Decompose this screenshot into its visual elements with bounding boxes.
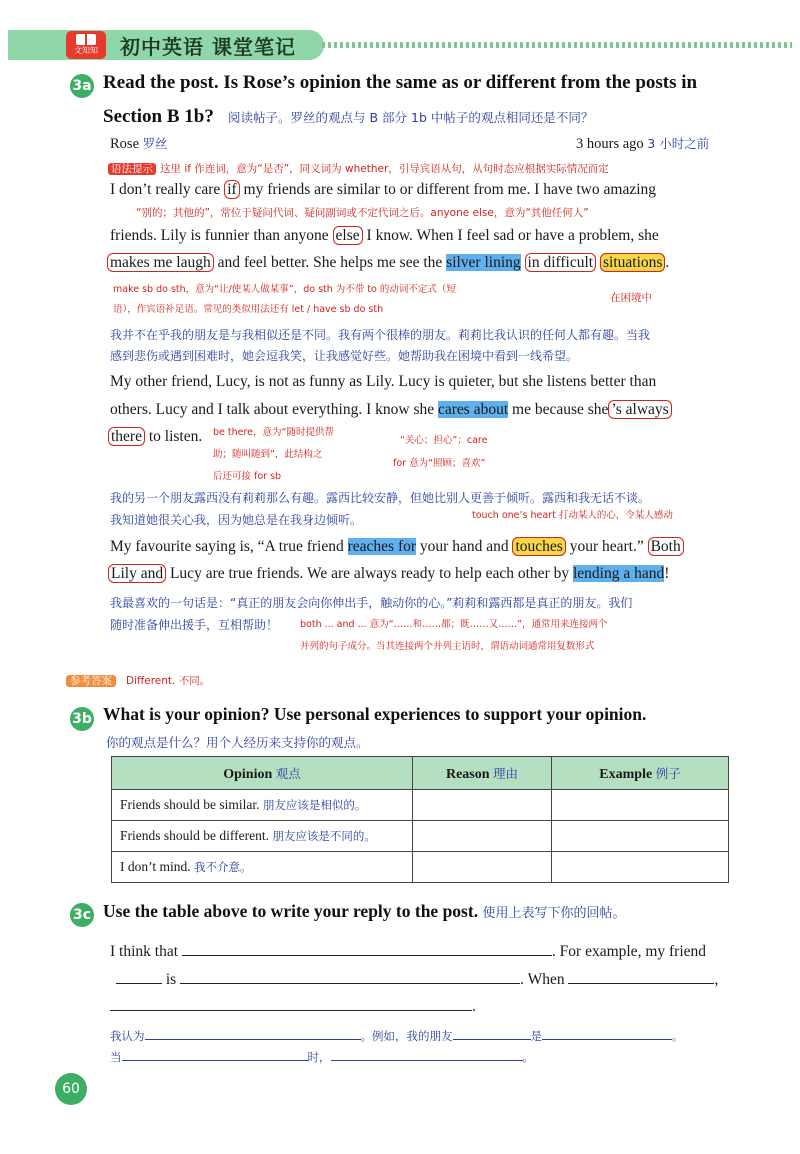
note-bethere-2: 助；随叫随到”，此结构之 bbox=[213, 449, 323, 460]
blank-zh-friend[interactable] bbox=[453, 1027, 531, 1040]
p2-line2: others. Lucy and I talk about everything. I know she cares about me because she ’s always bbox=[110, 401, 672, 419]
note-care-1: “关心；担心”；care bbox=[400, 435, 488, 446]
reply-line3: . bbox=[110, 996, 476, 1016]
trans-p1-1: 我并不在乎我的朋友是与我相似还是不同。我有两个很棒的朋友。莉莉比我认识的任何人都有趣。当我 bbox=[110, 328, 651, 342]
q3b-title: What is your opinion? Use personal experiences to support your opinion. bbox=[103, 704, 647, 724]
blank-zh-result[interactable] bbox=[331, 1048, 523, 1061]
p2-line3: there to listen. bbox=[108, 428, 202, 446]
q3a-title-line2: Section B 1b? bbox=[103, 106, 214, 127]
reason-cell[interactable] bbox=[413, 821, 552, 852]
post-author: Rose 罗丝 bbox=[110, 136, 168, 152]
q3a-title-zh: 阅读帖子。罗丝的观点与 B 部分 1b 中帖子的观点相同还是不同？ bbox=[228, 110, 594, 125]
badge-3b: 3b bbox=[70, 707, 94, 731]
trans-p1-2: 感到悲伤或遇到困难时，她会逗我笑，让我感觉好些。她帮助我在困境中看到一线希望。 bbox=[110, 349, 579, 363]
badge-3a: 3a bbox=[70, 74, 94, 98]
table-row bbox=[112, 852, 729, 883]
q3b-title-zh: 你的观点是什么？用个人经历来支持你的观点。 bbox=[106, 735, 369, 750]
blank-when[interactable] bbox=[568, 969, 714, 984]
blank-opinion[interactable] bbox=[182, 941, 552, 956]
note-if: 语法提示 这里 if 作连词，意为“是否”，同义词为 whether，引导宾语从句，从句时态应根据实际情况而定 bbox=[108, 159, 609, 177]
reply-zh-line1: 我认为 。例如，我的朋友 是 。 bbox=[110, 1029, 684, 1043]
table-row bbox=[112, 790, 729, 821]
page-number: 60 bbox=[55, 1073, 87, 1105]
post-time: 3 hours ago 3 小时之前 bbox=[576, 136, 710, 152]
note-care-2: for 意为“照顾；喜欢” bbox=[393, 458, 486, 469]
example-cell[interactable] bbox=[552, 790, 729, 821]
blank-zh-opinion[interactable] bbox=[145, 1027, 361, 1040]
note-bethere-3: 后还可接 for sb bbox=[213, 471, 282, 482]
note-situation: 在困境中 bbox=[610, 292, 652, 304]
reply-line2: is . When , bbox=[116, 969, 718, 989]
badge-3c: 3c bbox=[70, 903, 94, 927]
answer-tag: 参考答案 bbox=[66, 675, 116, 687]
answer-text: Different. 不同。 bbox=[126, 675, 211, 687]
header-title: 初中英语 课堂笔记 bbox=[120, 35, 296, 59]
p2-line1: My other friend, Lucy, is not as funny as Lily. Lucy is quieter, but she listens better than bbox=[110, 373, 657, 390]
reason-cell[interactable] bbox=[413, 790, 552, 821]
trans-p3-1: 我最喜欢的一句话是：“真正的朋友会向你伸出手，触动你的心。”莉莉和露西都是真正的朋友。我们 bbox=[110, 596, 633, 610]
reply-zh-line2: 当 时， 。 bbox=[110, 1050, 534, 1064]
p1-line1: I don’t really care if my friends are similar to or different from me. I have two amazing bbox=[110, 181, 657, 198]
table-header-row bbox=[112, 757, 729, 790]
p1-line3: makes me laugh and feel better. She helps me see the silver lining in difficult situations . bbox=[107, 254, 669, 272]
blank-zh-when[interactable] bbox=[122, 1048, 308, 1061]
trans-p2-1: 我的另一个朋友露西没有莉莉那么有趣。露西比较安静，但她比别人更善于倾听。露西和我无话不谈。 bbox=[110, 491, 651, 505]
header-reason: Reason 理由 bbox=[413, 757, 552, 790]
q3c-title: Use the table above to write your reply to the post. 使用上表写下你的回帖。 bbox=[103, 901, 626, 921]
note-both-2: 并列的句子成分。当其连接两个并列主语时，谓语动词通常用复数形式 bbox=[300, 641, 595, 652]
blank-friend[interactable] bbox=[116, 969, 162, 984]
p3-line2: Lily and Lucy are true friends. We are always ready to help each other by lending a hand! bbox=[108, 565, 669, 583]
opinion-cell: I don’t mind. 我不介意。 bbox=[112, 852, 413, 883]
example-cell[interactable] bbox=[552, 852, 729, 883]
table-row bbox=[112, 821, 729, 852]
blank-description[interactable] bbox=[180, 969, 520, 984]
answer-line bbox=[66, 671, 210, 689]
note-else: “别的；其他的”，常位于疑问代词、疑问副词或不定代词之后。anyone else，意为“其他任何人” bbox=[136, 207, 589, 219]
note-both-1: both ... and ... 意为“……和……都；既……又……”，通常用来连接两个 bbox=[300, 619, 608, 630]
header-divider bbox=[322, 42, 792, 48]
note-bethere-1: be there，意为“随时提供帮 bbox=[213, 427, 334, 438]
q3a-title-line1: Read the post. Is Rose’s opinion the same as or different from the posts in bbox=[103, 72, 698, 93]
trans-p3-2: 随时准备伸出援手，互相帮助！ bbox=[110, 618, 279, 632]
note-touch: touch one’s heart 打动某人的心，令某人感动 bbox=[472, 510, 673, 521]
blank-result[interactable] bbox=[110, 996, 472, 1011]
book-logo-icon: 文知知 bbox=[66, 31, 106, 59]
grammar-tag: 语法提示 bbox=[108, 163, 156, 175]
opinion-table bbox=[111, 756, 729, 883]
opinion-cell: Friends should be similar. 朋友应该是相似的。 bbox=[112, 790, 413, 821]
p3-line1: My favourite saying is, “A true friend reaches for your hand and touches your heart.” Both bbox=[110, 538, 684, 556]
opinion-cell: Friends should be different. 朋友应该是不同的。 bbox=[112, 821, 413, 852]
note-make-2: 语），作宾语补足语。常见的类似用法还有 let / have sb do sth bbox=[113, 304, 384, 315]
example-cell[interactable] bbox=[552, 821, 729, 852]
trans-p2-2: 我知道她很关心我，因为她总是在我身边倾听。 bbox=[110, 513, 363, 527]
p1-line2: friends. Lily is funnier than anyone else I know. When I feel sad or have a problem, she bbox=[110, 227, 659, 244]
reason-cell[interactable] bbox=[413, 852, 552, 883]
blank-zh-description[interactable] bbox=[542, 1027, 672, 1040]
note-make-1: make sb do sth，意为“让/使某人做某事”，do sth 为不带 to 的动词不定式（短 bbox=[113, 284, 456, 295]
header-example: Example 例子 bbox=[552, 757, 729, 790]
reply-line1: I think that . For example, my friend bbox=[110, 943, 707, 960]
header-opinion: Opinion 观点 bbox=[112, 757, 413, 790]
